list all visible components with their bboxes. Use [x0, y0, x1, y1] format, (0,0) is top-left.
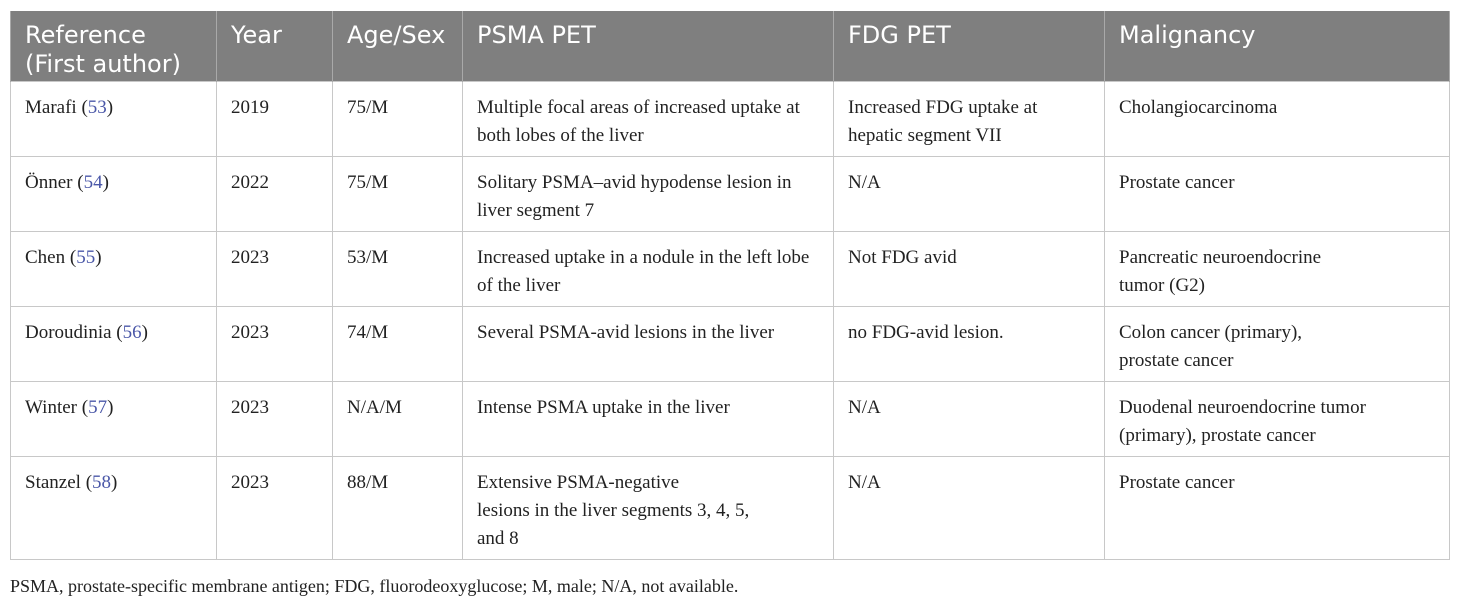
cell-psma-pet: Several PSMA-avid lesions in the liver: [463, 306, 834, 381]
reference-link[interactable]: 55: [76, 246, 96, 268]
author-name: Marafi: [25, 96, 77, 118]
author-name: Doroudinia: [25, 321, 112, 343]
cell-psma-pet: Intense PSMA uptake in the liver: [463, 381, 834, 456]
author-name: Chen: [25, 246, 66, 268]
table-row: [11, 306, 1450, 381]
cell-year: 2022: [217, 156, 333, 231]
header-psma-pet: PSMA PET: [463, 11, 834, 81]
cell-reference: Doroudinia (56): [11, 306, 217, 381]
cell-malignancy: Colon cancer (primary), prostate cancer: [1105, 306, 1450, 381]
reference-link[interactable]: 53: [87, 96, 107, 118]
table-row: [11, 381, 1450, 456]
author-name: Önner: [25, 171, 73, 193]
reference-link[interactable]: 58: [92, 471, 112, 493]
cell-year: 2019: [217, 81, 333, 156]
header-fdg-pet: FDG PET: [834, 11, 1105, 81]
reference-link[interactable]: 54: [83, 171, 103, 193]
author-name: Winter: [25, 396, 77, 418]
cell-year: 2023: [217, 306, 333, 381]
cell-reference: Chen (55): [11, 231, 217, 306]
cell-malignancy: Prostate cancer: [1105, 456, 1450, 559]
cell-reference: Winter (57): [11, 381, 217, 456]
cell-reference: Stanzel (58): [11, 456, 217, 559]
cell-malignancy: Prostate cancer: [1105, 156, 1450, 231]
cell-psma-pet: Increased uptake in a nodule in the left lobe of the liver: [463, 231, 834, 306]
cell-year: 2023: [217, 456, 333, 559]
cell-reference: Önner (54): [11, 156, 217, 231]
reference-link[interactable]: 56: [122, 321, 142, 343]
header-age-sex: Age/Sex: [333, 11, 463, 81]
cell-reference: Marafi (53): [11, 81, 217, 156]
cell-fdg-pet: Increased FDG uptake at hepatic segment VII: [834, 81, 1105, 156]
data-table-container: [10, 11, 1449, 560]
table-row: [11, 456, 1450, 559]
cell-psma-pet: Multiple focal areas of increased uptake at both lobes of the liver: [463, 81, 834, 156]
cell-psma-pet: Solitary PSMA–avid hypodense lesion in liver segment 7: [463, 156, 834, 231]
table-row: [11, 81, 1450, 156]
header-year: Year: [217, 11, 333, 81]
cell-psma-pet: Extensive PSMA-negative lesions in the liver segments 3, 4, 5, and 8: [463, 456, 834, 559]
reference-link[interactable]: 57: [88, 396, 108, 418]
cell-fdg-pet: no FDG-avid lesion.: [834, 306, 1105, 381]
cell-fdg-pet: N/A: [834, 456, 1105, 559]
table-footnote: PSMA, prostate-specific membrane antigen; FDG, fluorodeoxyglucose; M, male; N/A, not available.: [10, 576, 739, 596]
cell-malignancy: Pancreatic neuroendocrine tumor (G2): [1105, 231, 1450, 306]
cell-age-sex: 75/M: [333, 156, 463, 231]
header-malignancy: Malignancy: [1105, 11, 1450, 81]
header-reference: Reference (First author): [11, 11, 217, 81]
cell-year: 2023: [217, 381, 333, 456]
cell-fdg-pet: N/A: [834, 156, 1105, 231]
case-table: [10, 11, 1450, 560]
cell-malignancy: Duodenal neuroendocrine tumor (primary), prostate cancer: [1105, 381, 1450, 456]
cell-age-sex: N/A/M: [333, 381, 463, 456]
header-row: [11, 11, 1450, 81]
table-row: [11, 156, 1450, 231]
cell-age-sex: 88/M: [333, 456, 463, 559]
cell-age-sex: 53/M: [333, 231, 463, 306]
cell-age-sex: 75/M: [333, 81, 463, 156]
cell-fdg-pet: N/A: [834, 381, 1105, 456]
cell-year: 2023: [217, 231, 333, 306]
table-row: [11, 231, 1450, 306]
cell-fdg-pet: Not FDG avid: [834, 231, 1105, 306]
cell-age-sex: 74/M: [333, 306, 463, 381]
cell-malignancy: Cholangiocarcinoma: [1105, 81, 1450, 156]
author-name: Stanzel: [25, 471, 81, 493]
